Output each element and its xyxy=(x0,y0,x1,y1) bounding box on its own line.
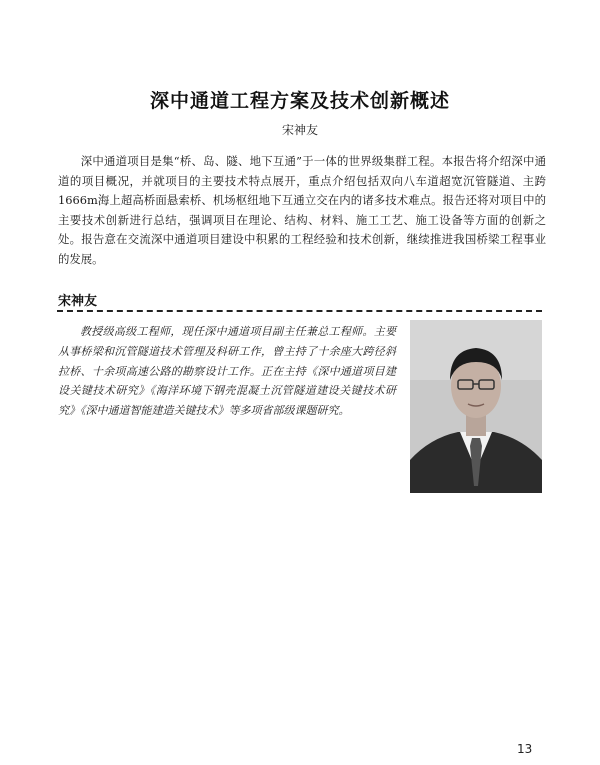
article-title: 深中通道工程方案及技术创新概述 xyxy=(149,90,450,112)
article-abstract: 深中通道项目是集“桥、岛、隧、地下互通”于一体的世界级集群工程。本报告将介绍深中通道的项目概况，并就项目的主要技术特点展开，重点介绍包括双向八车道超宽沉管隧道、主跨1666m海上超高桥面悬索桥、机场枢纽地下互通立交在内的诸多技术难点。报告还将对项目中的主要技术创新进行总结，强调项目在理论、结构、材料、施工工艺、施工设备等方面的创新之处。报告意在交流深中通道项目建设中积累的工程经验和技术创新，继续推进我国桥梁工程事业的发展。 xyxy=(58,154,546,266)
author-portrait xyxy=(410,320,542,493)
page-number: 13 xyxy=(517,742,533,756)
section-divider xyxy=(57,310,542,312)
article-author: 宋神友 xyxy=(281,123,318,137)
bio-heading: 宋神友 xyxy=(58,294,98,309)
bio-text: 教授级高级工程师，现任深中通道项目副主任兼总工程师。主要从事桥梁和沉管隧道技术管理及科研工作，曾主持了十余座大跨径斜拉桥、十余项高速公路的勘察设计工作。正在主持《深中通道项目建设关键技术研究》《海洋环境下钢壳混凝土沉管隧道建设关键技术研究》《深中通道智能建造关键技术》等多项省部级课题研究。 xyxy=(58,325,396,418)
